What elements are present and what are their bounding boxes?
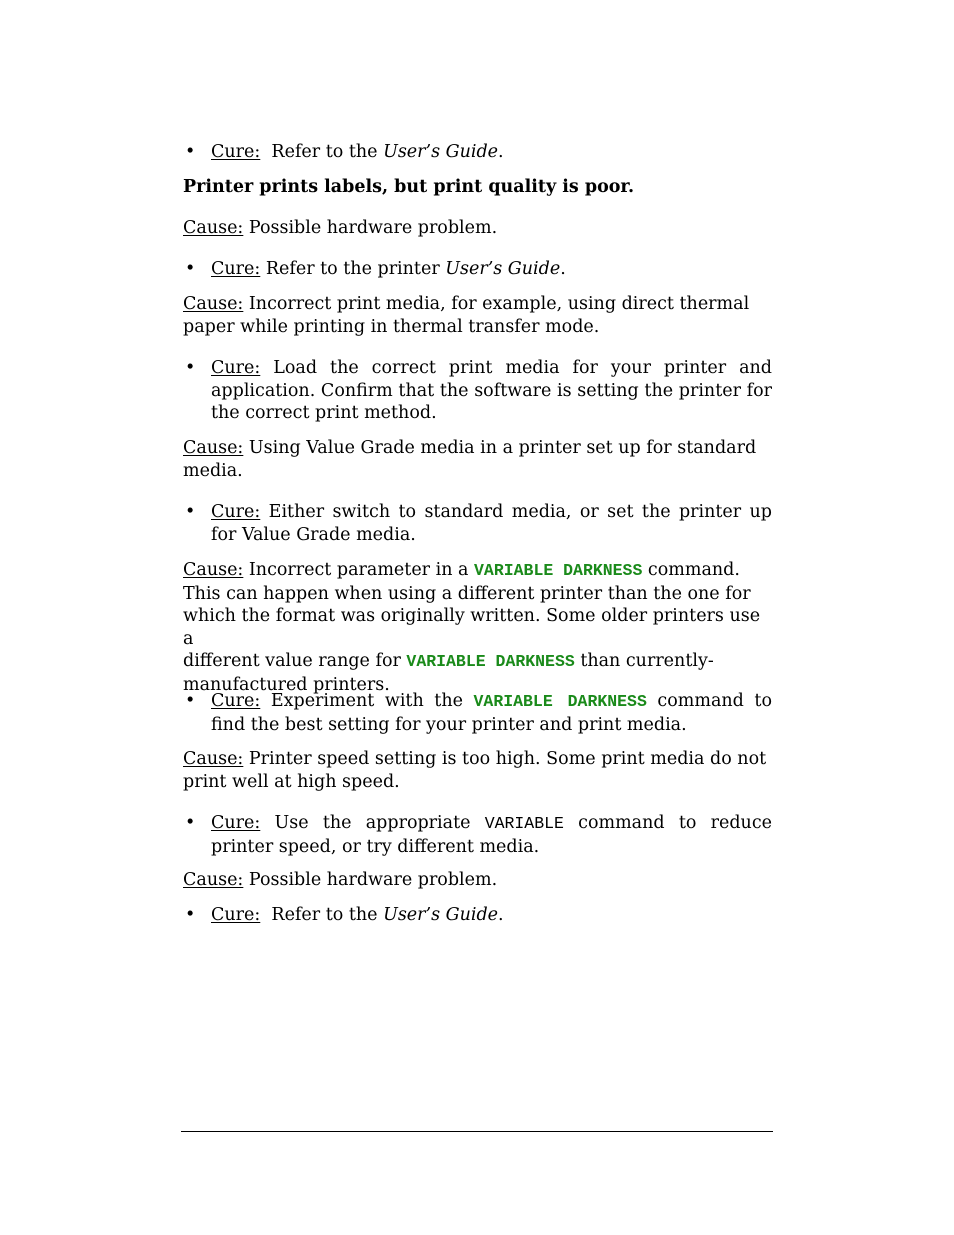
list-item: • Cure: Either switch to standard media, or set the printer up for Value Grade media.	[185, 502, 772, 545]
list-item: • Cure: Use the appropriate VARIABLE command to reduce printer speed, or try different media.	[185, 813, 772, 857]
footer-rule	[181, 1131, 773, 1132]
guide-reference: User’s Guide	[383, 905, 499, 925]
cause-label: Cause:	[183, 218, 244, 238]
command-keyword: VARIABLE DARKNESS	[474, 561, 643, 580]
list-item: • Cure: Refer to the printer User’s Guide.	[185, 259, 566, 279]
list-item: • Cure: Refer to the User’s Guide.	[185, 142, 504, 162]
list-item: • Cure: Experiment with the VARIABLE DARKNESS command to find the best setting for your printer and print media.	[185, 691, 772, 735]
cure-label: Cure:	[211, 691, 261, 711]
cause-label: Cause:	[183, 294, 244, 314]
cause-paragraph: Cause: Using Value Grade media in a printer set up for standard media.	[183, 438, 757, 481]
command-keyword: VARIABLE DARKNESS	[473, 692, 647, 711]
cure-label: Cure:	[211, 905, 261, 925]
guide-reference: User’s Guide	[445, 259, 561, 279]
cause-label: Cause:	[183, 749, 244, 769]
cure-label: Cure:	[211, 502, 261, 522]
cause-paragraph: Cause: Incorrect parameter in a VARIABLE DARKNESS command. This can happen when using a different printer than the one for which the format was originally written. Some older printers use a different value range for VARIABLE DARKNESS than currently- manufactured printers.	[183, 560, 761, 695]
bullet: •	[185, 813, 196, 833]
cause-label: Cause:	[183, 438, 244, 458]
cause-paragraph: Cause: Printer speed setting is too high. Some print media do not print well at high speed.	[183, 749, 767, 792]
cure-label: Cure:	[211, 813, 261, 833]
cure-label: Cure:	[211, 142, 261, 162]
bullet: •	[185, 358, 196, 378]
guide-reference: User’s Guide	[383, 142, 499, 162]
cause-paragraph: Cause: Incorrect print media, for example, using direct thermal paper while printing in thermal transfer mode.	[183, 294, 750, 337]
command-keyword: VARIABLE DARKNESS	[406, 652, 575, 671]
section-heading: Printer prints labels, but print quality is poor.	[183, 177, 635, 197]
bullet: •	[185, 502, 196, 522]
bullet: •	[185, 259, 196, 279]
bullet: •	[185, 142, 196, 162]
list-item: • Cure: Load the correct print media for your printer and application. Confirm that the software is setting the printer for the correct print method.	[185, 358, 772, 423]
bullet: •	[185, 905, 196, 925]
cure-label: Cure:	[211, 259, 261, 279]
cause-label: Cause:	[183, 870, 244, 890]
cause-paragraph: Cause: Possible hardware problem.	[183, 870, 498, 890]
bullet: •	[185, 691, 196, 711]
cause-label: Cause:	[183, 560, 244, 580]
command-keyword: VARIABLE	[484, 814, 564, 833]
cure-label: Cure:	[211, 358, 261, 378]
cause-paragraph: Cause: Possible hardware problem.	[183, 218, 498, 238]
list-item: • Cure: Refer to the User’s Guide.	[185, 905, 504, 925]
